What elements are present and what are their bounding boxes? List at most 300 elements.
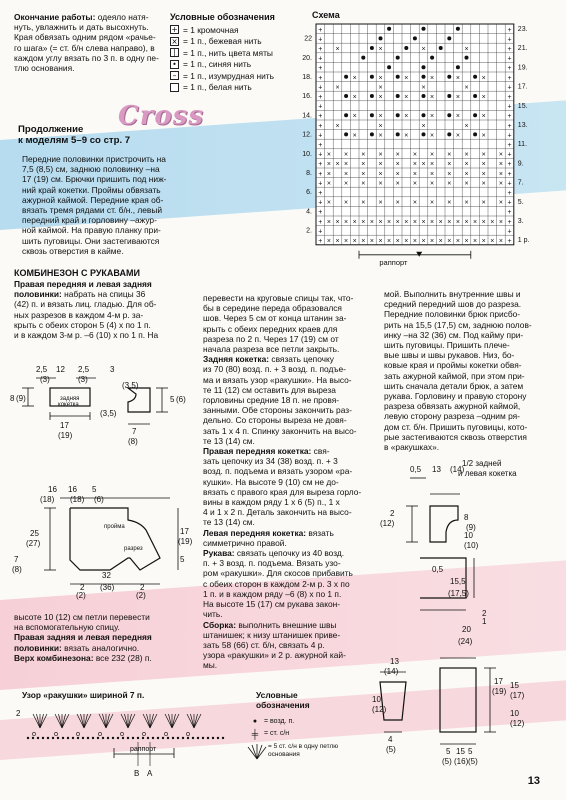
chain-loop — [32, 732, 35, 735]
chart-symbol: × — [412, 161, 417, 169]
chart-symbol: + — [318, 36, 323, 44]
chart-symbol: × — [447, 238, 452, 245]
legend-item-text: = 1 п., изумрудная нить — [183, 70, 274, 81]
shell-pattern-chart — [14, 702, 244, 782]
chart-dot — [370, 46, 374, 50]
chart-symbol: × — [395, 161, 400, 169]
chart-symbol: × — [438, 238, 443, 245]
chart-symbol: + — [318, 190, 323, 197]
chart-symbol: × — [352, 74, 357, 82]
chart-symbol: × — [378, 161, 383, 169]
svg-text:(18): (18) — [70, 495, 85, 504]
chart-dot — [447, 113, 451, 117]
chart-dot — [396, 132, 400, 136]
continuation-line: сквозь отверстия в кайме. — [22, 245, 124, 256]
continuation-line: ний край кокетки. Проймы обвязать — [22, 184, 161, 195]
chart-row-label: 14. — [302, 112, 312, 120]
chart-symbol: × — [421, 238, 426, 245]
chart-row-label: 19. — [517, 64, 528, 72]
chain-stitch-icon: ● — [252, 718, 258, 726]
chart-symbol: × — [455, 74, 460, 82]
chart-symbol: × — [378, 94, 383, 101]
chart-row-label: 16. — [302, 93, 312, 101]
chart-symbol: × — [455, 132, 460, 140]
col2-line: штанишек; к низу штанишек приве- — [203, 629, 341, 640]
chart-symbol: + — [507, 228, 512, 236]
svg-text:(2): (2) — [76, 591, 86, 600]
chart-symbol: + — [507, 46, 512, 53]
chart-row-label: 10. — [302, 150, 312, 158]
half-back-label2: и левая кокетка — [458, 469, 517, 478]
svg-text:5: 5 — [446, 747, 451, 756]
chart-dot — [370, 132, 374, 136]
chain-dot — [217, 737, 219, 739]
chart-dot — [422, 94, 426, 98]
col2-block — [203, 293, 383, 671]
col2-line: с обеих сторон в каждом 2-м р. 3 х по — [203, 578, 350, 589]
overall-line: ных разрезов в каждом 4-м р. за- — [14, 309, 144, 320]
chart-symbol: + — [507, 238, 512, 245]
chart-symbol: × — [430, 161, 435, 169]
chart-symbol: + — [507, 190, 512, 197]
chain-dot — [87, 737, 89, 739]
chart-symbol: × — [344, 238, 349, 245]
chart-dot — [422, 65, 426, 69]
chart-symbol: + — [318, 238, 323, 245]
chart-dot — [370, 94, 374, 98]
chart-symbol: × — [464, 161, 469, 169]
chain-dot — [222, 737, 224, 739]
svg-text:(8): (8) — [12, 565, 22, 574]
chart-symbol: + — [507, 180, 512, 188]
chart-dot — [370, 75, 374, 79]
col2-line: узора «ракушки» и 2 р. ажурной кай- — [203, 650, 346, 661]
chart-symbol: × — [404, 238, 409, 245]
chart-dot — [430, 56, 434, 60]
chart-symbol: × — [361, 199, 366, 207]
col3-block — [384, 289, 554, 452]
chain-dot — [47, 737, 49, 739]
chart-symbol: × — [481, 151, 486, 159]
chain-dot — [167, 737, 169, 739]
chart-symbol: + — [507, 132, 512, 140]
cross-stitch-icon: × — [171, 36, 178, 46]
chart-dot — [344, 75, 348, 79]
svg-text:(17): (17) — [510, 691, 525, 700]
pattern-pieces-left — [10, 358, 200, 608]
svg-text:15: 15 — [510, 681, 519, 690]
chain-dot — [127, 737, 129, 739]
continuation-line: ажурной каймой. Передние края об- — [22, 194, 164, 205]
shell-row-label: 2 — [16, 709, 21, 718]
legend-item-text: = 1 кромочная — [183, 24, 239, 35]
sleeve-shape — [440, 668, 476, 732]
finish-line: нуть, увлажнить и дать высохнуть. — [14, 22, 149, 33]
chart-symbol: × — [430, 180, 435, 188]
pants-shape — [70, 508, 160, 570]
cuff-shape — [380, 682, 406, 720]
svg-text:(12): (12) — [510, 719, 525, 728]
svg-text:(2): (2) — [136, 591, 146, 600]
chart-row-label: 23. — [517, 26, 528, 33]
svg-text:пройма: пройма — [104, 524, 125, 530]
double-crochet-icon: ╪ — [251, 728, 259, 739]
chart-symbol: × — [498, 199, 503, 207]
chart-symbol: × — [326, 170, 331, 178]
col2-line: те 13 (14) см. — [203, 517, 255, 528]
top-title: Верх комбинезона: — [14, 652, 94, 663]
col3-line: шить сначала детали брюк, а затем — [384, 380, 524, 391]
col2-line: крыть с обеих передних краев для — [203, 323, 338, 334]
col3-line: мой. Выполнить внутренние швы и — [384, 289, 521, 299]
chart-symbol: × — [344, 170, 349, 178]
chain-dot — [142, 737, 144, 739]
chart-dot — [387, 27, 391, 31]
chart-symbol: + — [318, 228, 323, 236]
svg-text:(5): (5) — [468, 757, 478, 766]
chart-symbol: × — [421, 122, 426, 130]
chart-symbol: × — [430, 151, 435, 159]
chart-dot — [413, 36, 417, 40]
chart-dot — [344, 94, 348, 98]
dash-icon: – — [170, 71, 179, 80]
col3-line: левую сторону разреза –одним ря- — [384, 411, 520, 422]
shell-fan-mark — [165, 714, 179, 728]
chart-symbol: × — [344, 180, 349, 188]
col3-line: рые застегиваются сквозь отверстия — [384, 431, 527, 442]
svg-text:(3,5): (3,5) — [100, 409, 117, 418]
chart-symbol: × — [481, 180, 486, 188]
svg-text:(9): (9) — [466, 523, 476, 532]
chart-dot — [361, 56, 365, 60]
col2-line: выполнить внешние швы — [238, 619, 337, 630]
chain-dot — [72, 737, 74, 739]
svg-text:(24): (24) — [458, 637, 473, 646]
svg-text:(5): (5) — [386, 745, 396, 754]
chart-dot — [370, 113, 374, 117]
chart-symbol: × — [352, 94, 357, 101]
chart-dot — [473, 132, 477, 136]
chain-dot — [202, 737, 204, 739]
chart-symbol: × — [473, 238, 478, 245]
legend-title: Условные обозначения — [170, 12, 275, 22]
chain-dot — [152, 737, 154, 739]
chain-dot — [97, 737, 99, 739]
col2-line: мы. — [203, 660, 218, 671]
chart-symbol: + — [318, 113, 323, 121]
chart-symbol: × — [412, 199, 417, 207]
chart-symbol: × — [412, 151, 417, 159]
svg-text:(12): (12) — [372, 705, 387, 714]
chart-symbol: × — [447, 170, 452, 178]
col2-line: шов. Через 5 см от конца штанин за- — [203, 313, 347, 324]
svg-text:10: 10 — [372, 695, 381, 704]
chart-symbol: + — [507, 26, 512, 34]
overall-line: и в каждом 3-м р. –6 (10) х по 1 п. На — [14, 330, 159, 341]
chart-dot — [473, 75, 477, 79]
legend2-block — [246, 690, 366, 761]
chart-symbol: × — [352, 113, 357, 121]
chart-symbol: × — [464, 218, 469, 226]
dot-icon: • — [170, 60, 179, 69]
chain-dot — [207, 737, 209, 739]
chart-symbol: × — [387, 218, 392, 226]
chain-dot — [177, 737, 179, 739]
chart-symbol: × — [412, 170, 417, 178]
svg-text:(3): (3) — [40, 375, 50, 384]
col2-line: 4 и 1 х 2 п. Деталь закончить на высо- — [203, 507, 352, 518]
svg-text:(3): (3) — [78, 375, 88, 384]
chart-symbol: + — [507, 36, 512, 44]
svg-text:16: 16 — [48, 485, 57, 494]
legend2-item — [246, 728, 366, 740]
half-back-label1: 1/2 задней — [462, 459, 502, 468]
overall-subtitle2: половинки: — [14, 289, 62, 300]
legend2-title: Условные — [256, 690, 298, 700]
chart-symbol: + — [507, 199, 512, 207]
col2-line: начала разреза все петли закрыть. — [203, 344, 340, 355]
chart-symbol: × — [335, 161, 340, 169]
chart-symbol: × — [326, 180, 331, 188]
chart-symbol: × — [361, 170, 366, 178]
chart-symbol: + — [507, 122, 512, 130]
continuation-line: передний край и горловину –ажур- — [22, 215, 157, 226]
legend-item — [170, 59, 300, 71]
chart-symbol: + — [318, 103, 323, 111]
svg-text:2,5: 2,5 — [36, 365, 48, 374]
chain-dot — [187, 737, 189, 739]
svg-text:16: 16 — [68, 485, 77, 494]
chart-symbol: × — [481, 238, 486, 245]
legend-item — [170, 82, 300, 94]
svg-text:(19): (19) — [492, 687, 507, 696]
chart-symbol: × — [378, 151, 383, 159]
chain-dot — [42, 737, 44, 739]
chart-symbol: × — [481, 132, 486, 140]
rapport-label: раппорт — [379, 257, 408, 267]
chart-dot — [396, 113, 400, 117]
svg-text:5: 5 — [468, 747, 473, 756]
chart-symbol: + — [318, 170, 323, 178]
shell-fan-mark — [33, 714, 47, 728]
svg-text:разрез: разрез — [124, 546, 143, 552]
chart-symbol: + — [318, 65, 323, 73]
svg-text:(6): (6) — [94, 495, 104, 504]
legend-item-text: = 1 п., нить цвета мяты — [183, 47, 273, 58]
chart-symbol: + — [507, 161, 512, 169]
back-yoke-title: Задняя кокетка: — [203, 354, 270, 365]
chart-symbol: × — [344, 218, 349, 226]
svg-text:(16): (16) — [454, 757, 469, 766]
shell-title: Узор «ракушки» шириной 7 п. — [22, 690, 145, 700]
col2-line: зать 1 х 4 п. Спинку закончить на высо- — [203, 425, 357, 436]
svg-text:задняя: задняя — [60, 396, 80, 402]
chart-dot — [447, 36, 451, 40]
chart-symbol: × — [412, 238, 417, 245]
chain-loop — [76, 732, 79, 735]
shell-fan-icon — [246, 743, 268, 761]
chain-dot — [82, 737, 84, 739]
col2-line: возд. п. подъема и вязать узором «ра- — [203, 466, 353, 477]
chart-symbol: × — [412, 218, 417, 226]
chart-symbol: + — [318, 180, 323, 188]
chart-symbol: × — [335, 122, 340, 130]
chart-symbol: + — [318, 55, 323, 63]
svg-text:(17,5): (17,5) — [448, 589, 469, 598]
chart-symbol: + — [507, 170, 512, 178]
chart-symbol: × — [447, 151, 452, 159]
col2-line: зать 58 (66) ст. б/н, связать 4 р. — [203, 639, 325, 650]
svg-text:7: 7 — [14, 555, 19, 564]
svg-text:(19): (19) — [178, 537, 193, 546]
chart-symbol: × — [361, 238, 366, 245]
svg-text:12: 12 — [56, 365, 65, 374]
chart-symbol: + — [507, 84, 512, 92]
chart-symbol: × — [430, 199, 435, 207]
col1-bottom-line: на вспомогательную спицу. — [14, 622, 120, 633]
chart-symbol: × — [464, 238, 469, 245]
assembly-title: Сборка: — [203, 619, 236, 630]
chart-symbol: × — [498, 180, 503, 188]
legend2-item-text: = 5 ст. с/н в одну петлю основания — [268, 743, 339, 759]
chart-symbol: + — [318, 161, 323, 169]
top-tail: все 232 (28) п. — [95, 652, 152, 663]
svg-text:25: 25 — [30, 529, 39, 538]
chart-dot — [396, 75, 400, 79]
svg-text:4: 4 — [388, 735, 393, 744]
chart-symbol: × — [430, 238, 435, 245]
chart-row-label: 15. — [517, 102, 528, 110]
col2-line: дельно. Со стороны выреза не довя- — [203, 415, 347, 426]
chart-dot — [447, 132, 451, 136]
finish-block — [14, 12, 164, 73]
chart-symbol: × — [421, 84, 426, 92]
chart-symbol: × — [344, 161, 349, 169]
chart-symbol: × — [395, 170, 400, 178]
chart-row-label: 18. — [302, 74, 312, 81]
chain-dot — [32, 737, 34, 739]
chain-dot — [27, 737, 29, 739]
svg-text:10: 10 — [464, 531, 473, 540]
chain-dot — [77, 737, 79, 739]
chart-symbol: × — [378, 113, 383, 121]
chart-symbol: × — [447, 161, 452, 169]
legend-item-text: = 1 п., бежевая нить — [183, 36, 262, 47]
col2-line: вязать с правого края для выреза горло- — [203, 486, 362, 497]
chart-dot — [456, 27, 460, 31]
chart-row-label: 1 р. — [517, 237, 530, 245]
chart-symbol: × — [464, 151, 469, 159]
chain-dot — [62, 737, 64, 739]
col3-line: в «ракушках». — [384, 442, 440, 453]
finish-line: каждом углу вязать по 3 п. в одну пе- — [14, 52, 159, 63]
finish-line: тлю основания. — [14, 63, 75, 74]
continuation-block — [14, 124, 174, 256]
svg-text:(18): (18) — [40, 495, 55, 504]
chart-symbol: × — [335, 84, 340, 92]
chart-symbol: × — [344, 151, 349, 159]
chart-row-label: 22 — [304, 35, 312, 43]
col3-line: Пришить плече- — [446, 340, 510, 351]
chart-symbol: × — [430, 113, 435, 121]
col3-line: средний передний шов до разреза. — [384, 299, 522, 310]
chart-symbol: × — [378, 170, 383, 178]
chain-dot — [67, 737, 69, 739]
chart-symbol: + — [318, 84, 323, 92]
chain-dot — [197, 737, 199, 739]
chart-symbol: + — [318, 122, 323, 130]
chart-dot — [439, 46, 443, 50]
chart-symbol: × — [404, 94, 409, 101]
svg-text:3: 3 — [110, 365, 115, 374]
chart-symbol: × — [455, 218, 460, 226]
chart-symbol: × — [430, 218, 435, 226]
chain-dot — [37, 737, 39, 739]
svg-text:(14): (14) — [384, 667, 399, 676]
overall-line: набрать на спицы 36 — [64, 289, 146, 300]
finish-line: Края обвязать одним рядом «рачье- — [14, 32, 156, 43]
chart-symbol: × — [395, 238, 400, 245]
chain-loop — [54, 732, 57, 735]
chart-row-label: 17. — [517, 83, 528, 91]
chart-symbol: + — [507, 151, 512, 159]
chart-symbol: + — [507, 113, 512, 121]
chart-symbol: × — [395, 218, 400, 226]
col2-line: симметрично правой. — [203, 537, 287, 548]
svg-text:17: 17 — [494, 677, 503, 686]
legend-block — [170, 12, 300, 93]
chart-dot — [379, 36, 383, 40]
chain-dot — [182, 737, 184, 739]
chart-symbol: × — [498, 161, 503, 169]
chart-symbol: × — [361, 151, 366, 159]
svg-text:15,5: 15,5 — [450, 577, 466, 586]
chart-symbol: × — [473, 218, 478, 226]
chart-symbol: + — [318, 132, 323, 140]
chart-symbol: + — [507, 142, 512, 149]
chart-dot — [344, 132, 348, 136]
finish-title: Окончание работы: — [14, 12, 96, 22]
chart-dot — [422, 27, 426, 31]
chart-symbol: × — [421, 218, 426, 226]
col2-line: занными. Обе стороны закончить раз- — [203, 405, 352, 416]
finish-line: го шага» (= ст. б/н слева направо), в — [14, 42, 155, 53]
chart-symbol: × — [395, 180, 400, 188]
chart-symbol: × — [481, 161, 486, 169]
left-front-yoke-title: Левая передняя кокетка: — [203, 527, 307, 538]
svg-text:13: 13 — [432, 465, 441, 474]
col2-line: вины в каждом ряду 1 х 6 (5) п., 1 х — [203, 497, 340, 508]
chart-symbol: + — [318, 209, 323, 217]
chart-dot — [473, 94, 477, 98]
legend-item — [170, 36, 300, 48]
col3-line: разреза обвязать ажурной каймой, — [384, 401, 521, 412]
svg-text:(27): (27) — [26, 539, 41, 548]
chart-symbol: × — [361, 161, 366, 169]
col2-line: те 13 (14) см. — [203, 435, 255, 446]
right-front-yoke-title: Правая передняя кокетка: — [203, 446, 312, 457]
chart-symbol: × — [455, 113, 460, 121]
chart-symbol: × — [490, 218, 495, 226]
continuation-line: шить пуговицы. Они застегиваются — [22, 235, 160, 246]
col2-line: те 11 (12) см оставить для выреза — [203, 384, 336, 395]
continuation-title: Продолжение — [18, 124, 84, 135]
chain-dot — [117, 737, 119, 739]
chain-dot — [137, 737, 139, 739]
chart-symbol: × — [498, 151, 503, 159]
chart-symbol: + — [318, 199, 323, 207]
chain-dot — [162, 737, 164, 739]
